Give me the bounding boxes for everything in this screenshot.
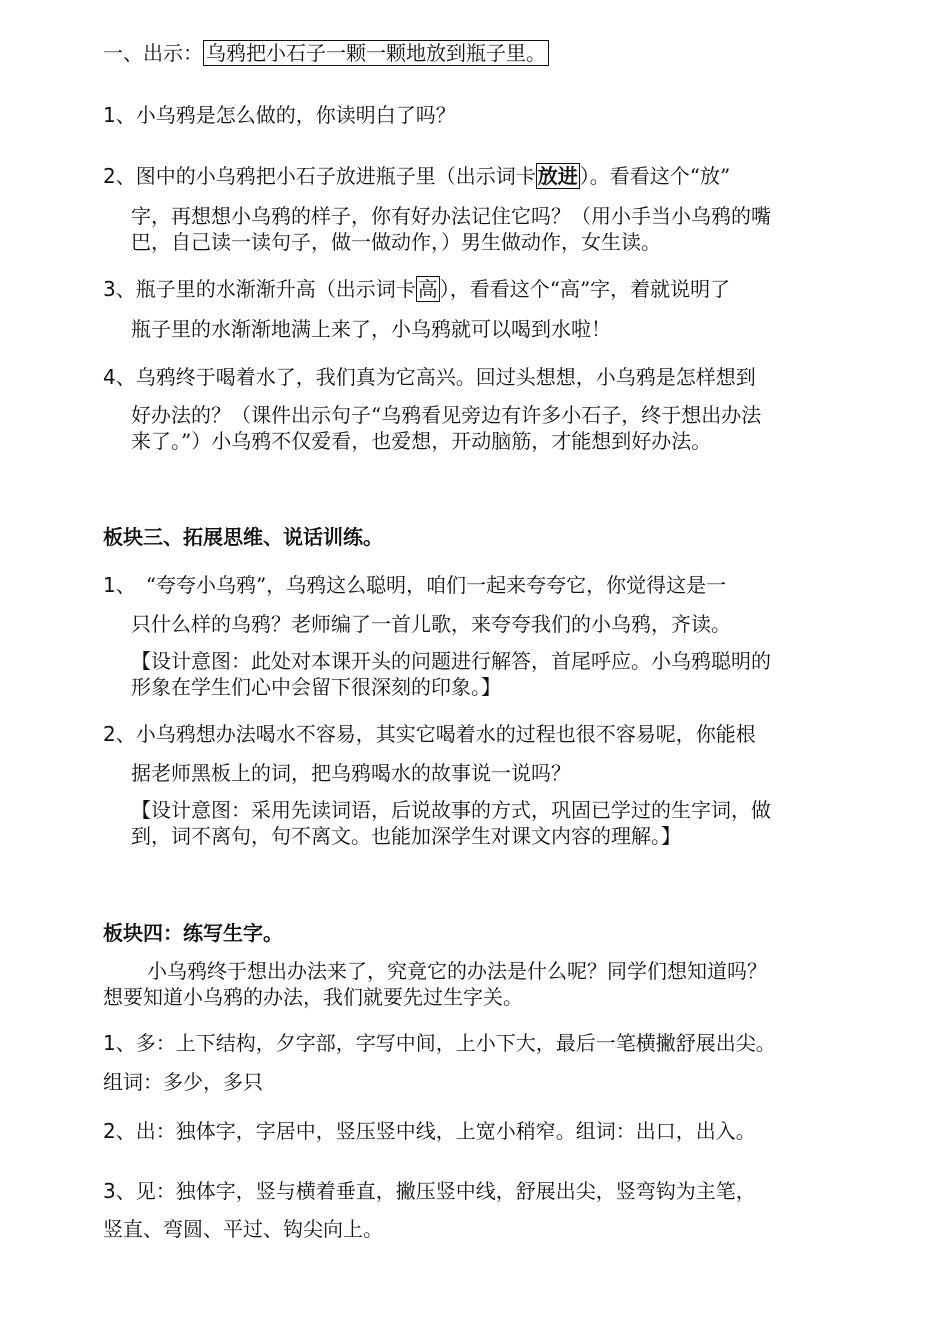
question-2-line-3: 巴，自己读一读句子，做一做动作，）男生做动作，女生读。 xyxy=(131,230,661,254)
design-note-2-line-2: 到，词不离句，句不离文。也能加深学生对课文内容的理解。】 xyxy=(131,824,681,848)
section-3-item-2-text: 、小乌鸦想办法喝水不容易，其实它喝着水的过程也很不容易呢，你能根 xyxy=(115,722,756,746)
char-item-1-line-1 xyxy=(103,1030,776,1056)
question-4-text: 、乌鸦终于喝着水了，我们真为它高兴。回过头想想，小乌鸦是怎样想到 xyxy=(115,365,756,389)
design-note-1-line-1: 【设计意图：此处对本课开头的问题进行解答，首尾呼应。小乌鸦聪明的 xyxy=(131,649,771,673)
question-3-text-a: 、瓶子里的水渐渐升高（出示词卡 xyxy=(115,277,416,301)
boxed-sentence: 乌鸦把小石子一颗一颗地放到瓶子里。 xyxy=(203,40,549,66)
intro-line xyxy=(103,40,549,66)
section-3-heading: 板块三、拓展思维、说话训练。 xyxy=(103,525,383,549)
section-3-item-2-line-1 xyxy=(103,721,756,747)
section-3-item-1-line-2: 只什么样的乌鸦？老师编了一首儿歌，来夸夸我们的小乌鸦，齐读。 xyxy=(131,612,731,636)
question-4-line-1 xyxy=(103,364,756,390)
char-item-2-line-1 xyxy=(103,1118,756,1144)
question-2-line-2: 字，再想想小乌鸦的样子，你有好办法记住它吗？（用小手当小乌鸦的嘴 xyxy=(131,204,771,228)
section-4-intro-line-1: 小乌鸦终于想出办法来了，究竟它的办法是什么呢？同学们想知道吗？ xyxy=(147,959,767,983)
question-4-line-2: 好办法的？（课件出示句子“乌鸦看见旁边有许多小石子，终于想出办法 xyxy=(131,403,762,427)
question-2-text-a: 、图中的小乌鸦把小石子放进瓶子里（出示词卡 xyxy=(115,164,536,188)
question-3-text-b: ），看看这个“高”字，着就说明了 xyxy=(439,277,731,301)
char-item-1-line-2: 组词：多少，多只 xyxy=(103,1070,263,1094)
word-card-gao: 高 xyxy=(417,277,438,301)
char-item-1-text: 、多：上下结构，夕字部，字写中间，上小下大，最后一笔横撇舒展出尖。 xyxy=(115,1031,776,1055)
question-2-line-1 xyxy=(103,163,730,189)
char-item-2-text: 、出：独体字，字居中，竖压竖中线，上宽小稍窄。组词：出口，出入。 xyxy=(115,1119,756,1143)
char-item-3-number: 3 xyxy=(103,1179,116,1203)
section-4-heading: 板块四：练写生字。 xyxy=(103,921,283,945)
question-1 xyxy=(103,102,456,128)
section-4-intro-line-2: 想要知道小乌鸦的办法，我们就要先过生字关。 xyxy=(103,985,523,1009)
section-3-item-1-text: 、 “夸夸小乌鸦”，乌鸦这么聪明，咱们一起来夸夸它，你觉得这是一 xyxy=(115,573,727,597)
section-3-item-1-line-1 xyxy=(103,572,726,598)
question-1-number: 1 xyxy=(103,103,116,127)
design-note-1-line-2: 形象在学生们心中会留下很深刻的印象。】 xyxy=(131,675,501,699)
design-note-2-line-1: 【设计意图：采用先读词语，后说故事的方式，巩固已学过的生字词，做 xyxy=(131,798,771,822)
char-item-3-text: 、见：独体字，竖与横着垂直，撇压竖中线，舒展出尖，竖弯钩为主笔， xyxy=(115,1179,756,1203)
section-3-item-2-line-2: 据老师黑板上的词，把乌鸦喝水的故事说一说吗？ xyxy=(131,761,571,785)
question-3-line-2: 瓶子里的水渐渐地满上来了，小乌鸦就可以喝到水啦！ xyxy=(131,317,611,341)
question-4-line-3: 来了。”）小乌鸦不仅爱看，也爱想，开动脑筋，才能想到好办法。 xyxy=(131,429,712,453)
question-3-number: 3 xyxy=(103,277,116,301)
question-4-number: 4 xyxy=(103,365,116,389)
char-item-3-line-1 xyxy=(103,1178,756,1204)
question-2-number: 2 xyxy=(103,164,116,188)
section-3-item-1-number: 1 xyxy=(103,573,116,597)
char-item-1-number: 1 xyxy=(103,1031,116,1055)
question-2-text-b: ）。看看这个“放” xyxy=(579,164,731,188)
char-item-3-line-2: 竖直、弯圆、平过、钩尖向上。 xyxy=(103,1217,383,1241)
question-1-text: 、小乌鸦是怎么做的，你读明白了吗？ xyxy=(115,103,456,127)
char-item-2-number: 2 xyxy=(103,1119,116,1143)
section-3-item-2-number: 2 xyxy=(103,722,116,746)
intro-prefix: 一、出示： xyxy=(103,41,203,65)
word-card-fangjin: 放进 xyxy=(537,164,578,188)
question-3-line-1 xyxy=(103,276,730,302)
